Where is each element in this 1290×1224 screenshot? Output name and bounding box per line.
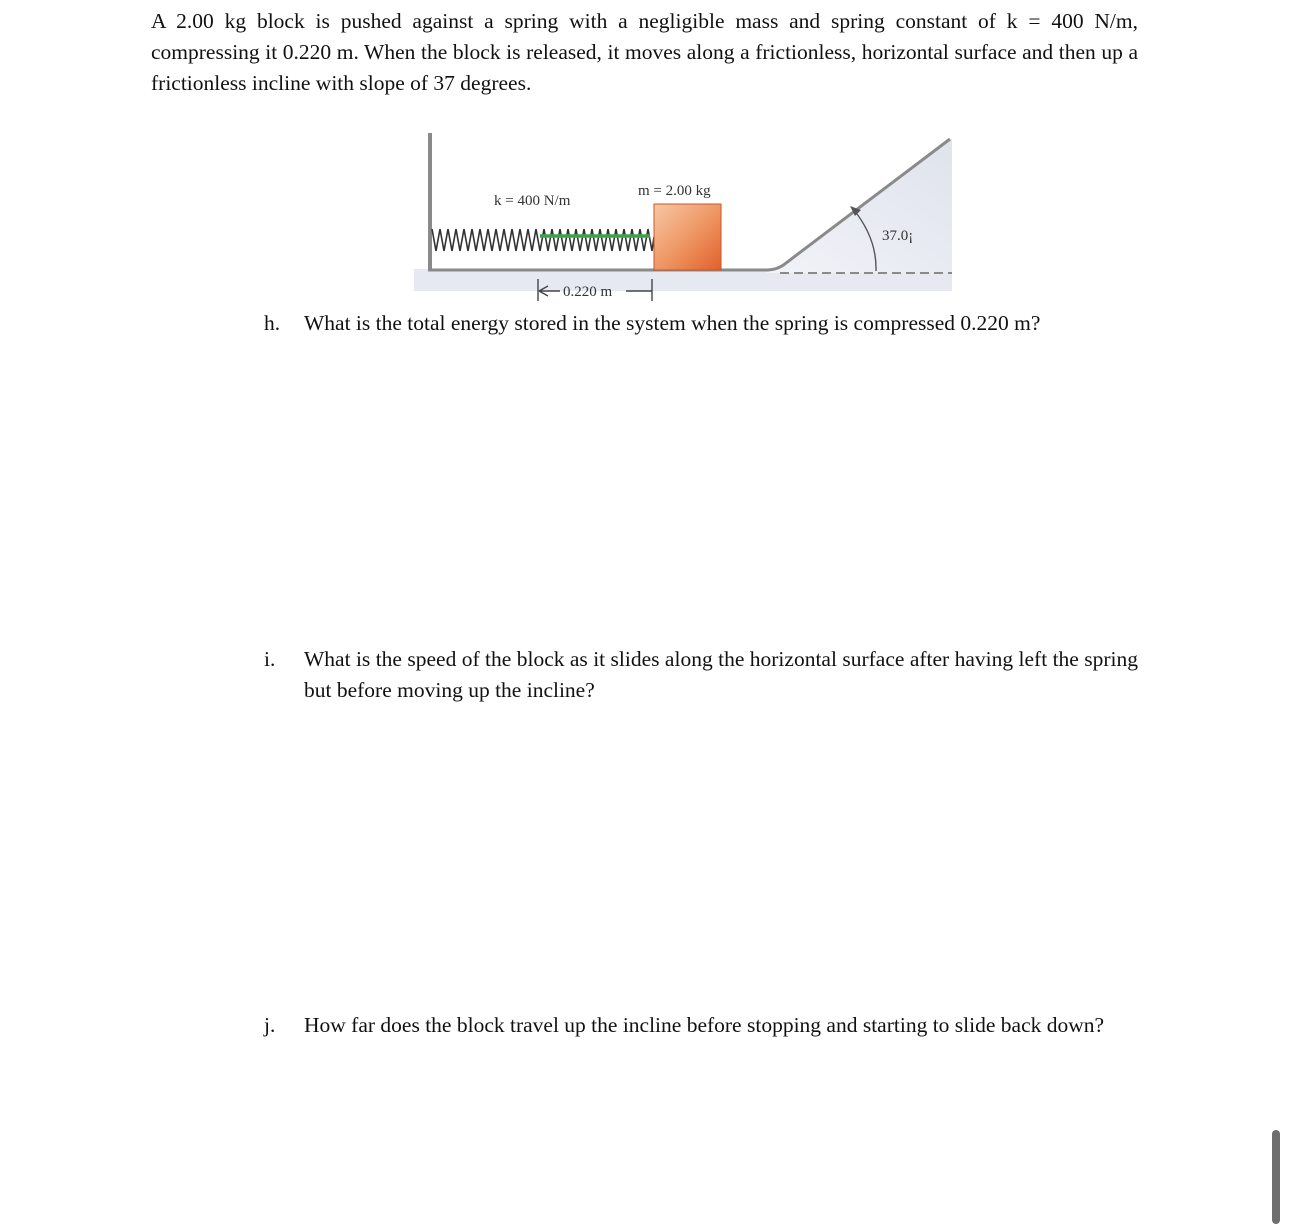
question-text: What is the total energy stored in the system when the spring is compressed 0.220 m? <box>304 311 1041 335</box>
angle-label: 37.0¡ <box>882 228 914 244</box>
question-j <box>264 1010 1138 1041</box>
problem-statement: A 2.00 kg block is pushed against a spring with a negligible mass and spring constant of k = 400 N/m, compressing it 0.220 m. When the block is released, it moves along a frictionless, horizontal surface and then up a frictionless incline with slope of 37 degrees. <box>151 9 1138 95</box>
mass-label: m = 2.00 kg <box>638 183 711 199</box>
question-text: How far does the block travel up the incline before stopping and starting to slide back down? <box>304 1013 1105 1037</box>
spring-constant-label: k = 400 N/m <box>494 193 571 209</box>
block <box>654 204 721 270</box>
vertical-scrollbar[interactable] <box>1272 1130 1280 1224</box>
question-marker: i. <box>264 647 276 671</box>
question-text: What is the speed of the block as it slides along the horizontal surface after having left the spring but before moving up the incline? <box>304 647 1138 702</box>
spring-block-incline-figure <box>414 133 952 305</box>
question-marker: j. <box>264 1013 276 1037</box>
spring-coil <box>432 229 654 251</box>
wall <box>428 133 432 271</box>
question-marker: h. <box>264 311 281 335</box>
compression-label: 0.220 m <box>563 284 613 300</box>
question-i <box>264 644 1138 706</box>
question-h <box>264 308 1138 339</box>
